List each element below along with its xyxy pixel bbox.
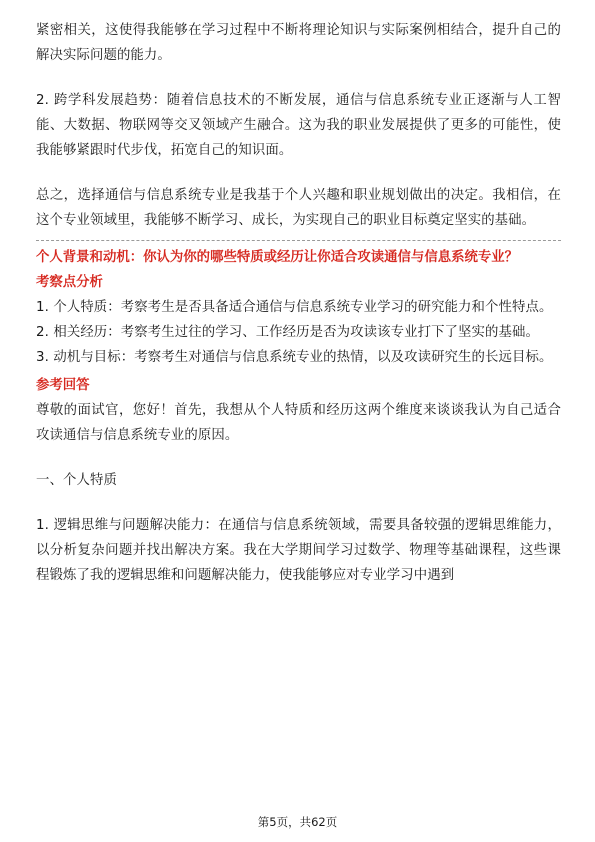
spacer (36, 68, 561, 88)
analysis-item-personal-traits: 1. 个人特质：考察考生是否具备适合通信与信息系统专业学习的研究能力和个性特点。 (36, 300, 553, 315)
reference-answer-heading: 参考回答 (36, 378, 90, 393)
paragraph-conclusion: 总之，选择通信与信息系统专业是我基于个人兴趣和职业规划做出的决定。我相信，在这个专业领域里，我能够不断学习、成长，为实现自己的职业目标奠定坚实的基础。 (36, 188, 561, 228)
spacer (36, 493, 561, 513)
paragraph-interdisciplinary-trend: 2. 跨学科发展趋势：随着信息技术的不断发展，通信与信息系统专业正逐渐与人工智能、大数据、物联网等交叉领域产生融合。这为我的职业发展提供了更多的可能性，使我能够紧跟时代步伐，拓宽自己的知识面。 (36, 93, 561, 158)
spacer (36, 448, 561, 468)
point-logical-thinking: 1. 逻辑思维与问题解决能力：在通信与信息系统领域，需要具备较强的逻辑思维能力，以分析复杂问题并找出解决方案。我在大学期间学习过数学、物理等基础课程，这些课程锻炼了我的逻辑思维和问题解决能力，使我能够应对专业学习中遇到 (36, 518, 561, 583)
page-number-footer: 第5页，共62页 (257, 815, 338, 829)
analysis-item-motivation-goals: 3. 动机与目标：考察考生对通信与信息系统专业的热情，以及攻读研究生的长远目标。 (36, 350, 553, 365)
section-divider (36, 240, 561, 241)
section-title-personal-traits: 一、个人特质 (36, 473, 117, 488)
paragraph-continuation: 紧密相关，这使得我能够在学习过程中不断将理论知识与实际案例相结合，提升自己的解决实际问题的能力。 (36, 23, 561, 63)
analysis-item-related-experience: 2. 相关经历：考察考生过往的学习、工作经历是否为攻读该专业打下了坚实的基础。 (36, 325, 539, 340)
reference-intro: 尊敬的面试官，您好！首先，我想从个人特质和经历这两个维度来谈谈我认为自己适合攻读通信与信息系统专业的原因。 (36, 403, 561, 443)
page-content (36, 18, 561, 588)
question-title: 个人背景和动机：你认为你的哪些特质或经历让你适合攻读通信与信息系统专业？ (36, 250, 519, 265)
analysis-heading: 考察点分析 (36, 275, 103, 290)
spacer (36, 163, 561, 183)
